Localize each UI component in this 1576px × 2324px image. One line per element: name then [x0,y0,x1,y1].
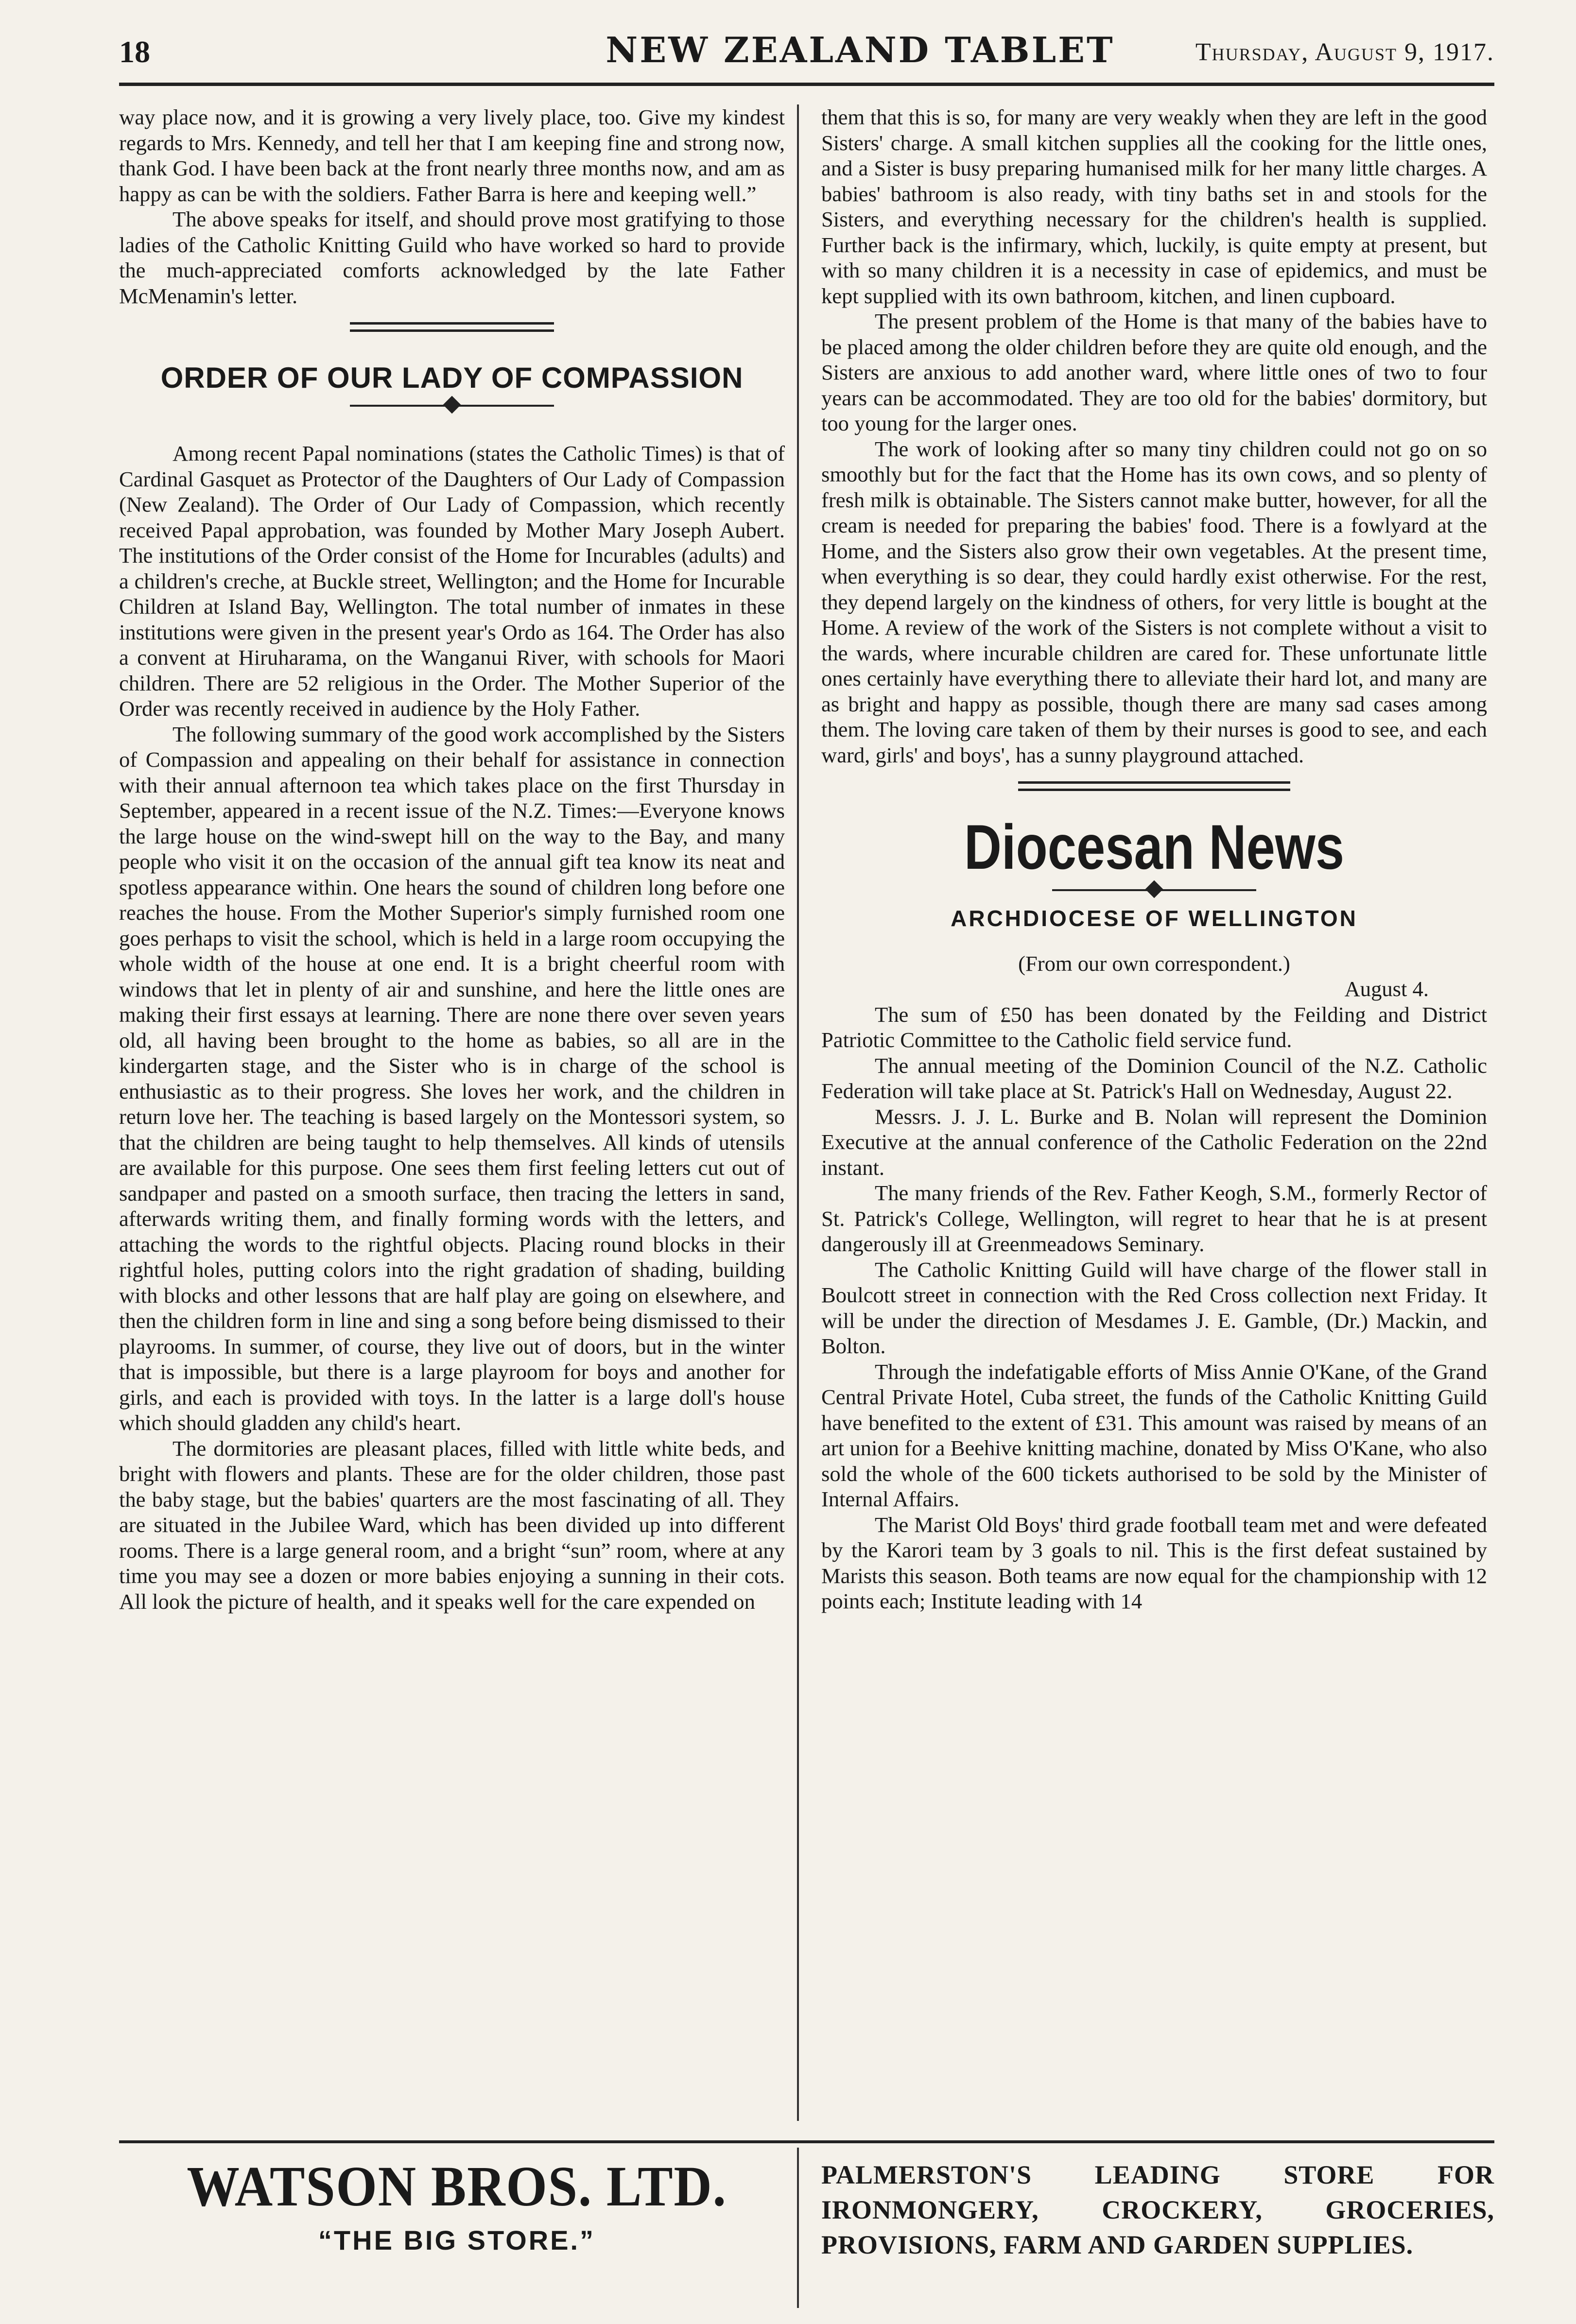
advertisement-watson [119,2152,795,2256]
letter-commentary: The above speaks for itself, and should prove most gratifying to those ladies of the Catholic Knitting Guild who have worked so hard to provide the much-appreciated comforts acknowledged by the late Father McMenamin's letter. [119,207,785,308]
advertiser-slogan: “THE BIG STORE.” [318,2225,596,2255]
order-section-title: ORDER OF OUR LADY OF COMPASSION [160,362,744,394]
correspondent-byline: (From our own correspondent.) [1018,951,1290,976]
column-divider [797,104,799,2121]
ornament-rule [1052,889,1256,891]
news-item: Messrs. J. J. L. Burke and B. Nolan will represent the Dominion Executive at the annual conference of the Catholic Federation on the 22nd instant. [821,1104,1487,1180]
order-continuation: The present problem of the Home is that many of the babies have to be placed among the older children before they are quite old enough, and the Sisters are anxious to add another ward, where little ones of two to four years can be accommodated. They are too old for the babies' dormitory, but too young for the larger ones. [821,309,1487,435]
left-column [119,104,785,1614]
letter-continuation: way place now, and it is growing a very lively place, too. Give my kindest regards to Mrs. Kennedy, and tell her that I am keeping fine and strong now, thank God. I have been back at the front nearly three months now, and am as happy as can be with the soldiers. Father Barra is here and keeping well.” [119,105,785,206]
page-header [119,29,1494,86]
diocesan-news-title: Diocesan News [964,811,1345,882]
footer-divider [797,2148,799,2308]
right-column [821,104,1487,1614]
news-item: The Catholic Knitting Guild will have charge of the flower stall in Boulcott street in connection with the Red Cross collection next Friday. It will be under the direction of Mesdames J. E. Gamble, (Dr.) Mackin, and Bolton. [821,1257,1487,1358]
ornament-rule [350,405,554,407]
order-continuation: them that this is so, for many are very weakly when they are left in the good Sisters' charge. A small kitchen supplies all the cooking for the little ones, and a Sister is busy preparing humanised milk for her many little charges. A babies' bathroom is also ready, with tiny baths set in and stools for the Sisters, and everything necessary for the children's health is supplied. Further back is the infirmary, which, luckily, is quite empty at present, but with so many children it is a necessity in case of epidemics, and must be kept supplied with its own bathroom, kitchen, and linen cupboard. [821,105,1487,308]
footer-rule [119,2140,1494,2143]
section-double-rule [1018,781,1290,791]
news-item: The many friends of the Rev. Father Keogh, S.M., formerly Rector of St. Patrick's College, Wellington, will regret to hear that he is at present dangerously ill at Greenmeadows Seminary. [821,1181,1487,1256]
archdiocese-heading: ARCHDIOCESE OF WELLINGTON [951,906,1358,931]
advertisement-palmerston: PALMERSTON'S LEADING STORE FOR IRONMONGERY, CROCKERY, GROCERIES, PROVISIONS, FARM AND GARDEN SUPPLIES. [821,2160,1494,2259]
news-item: The annual meeting of the Dominion Council of the N.Z. Catholic Federation will take place at St. Patrick's Hall on Wednesday, August 22. [821,1053,1487,1103]
issue-date: Thursday, August 9, 1917. [1195,38,1494,66]
order-continuation: The work of looking after so many tiny children could not go on so smoothly but for the fact that the Home has its own cows, and so plenty of fresh milk is obtainable. The Sisters cannot make butter, however, for all the cream is needed for preparing the babies' food. There is a fowlyard at the Home, and the Sisters also grow their own vegetables. At the present time, when everything is so dear, they could hardly exist otherwise. For the rest, they depend largely on the kindness of others, for very little is bought at the Home. A review of the work of the Sisters is not complete without a visit to the wards, where incurable children are cared for. These unfortunate little ones certainly have everything there to alleviate their hard lot, and many are as bright and happy as possible, though there are many sad cases among them. The loving care taken of them by their nurses is good to see, and each ward, girls' and boys', has a sunny playground attached. [821,436,1487,767]
news-item: Through the indefatigable efforts of Miss Annie O'Kane, of the Grand Central Private Hotel, Cuba street, the funds of the Catholic Knitting Guild have benefited to the extent of £31. This amount was raised by means of an art union for a Beehive knitting machine, donated by Miss O'Kane, who also sold the whole of the 600 tickets authorised to be sold by the Minister of Internal Affairs. [821,1359,1487,1511]
order-paragraph: The following summary of the good work accomplished by the Sisters of Compassion and appealing on their behalf for assistance in connection with their annual afternoon tea which takes place on the first Thursday in September, appeared in a recent issue of the N.Z. Times:—Everyone knows the large house on the wind-swept hill on the way to the Bay, and many people who visit it on the occasion of the annual gift tea know its neat and spotless appearance within. One hears the sound of children long before one reaches the house. From the Mother Superior's simply furnished room one goes perhaps to visit the school, which is held in a large room occupying the whole width of the house at one end. It is a bright cheerful room with windows that let in plenty of air and sunshine, and here the little ones are making their first essays at learning. There are none there over seven years old, all having been brought to the home as babies, so all are in the kindergarten stage, and the Sister who is in charge of the school is enthusiastic as to their progress. She loves her work, and the children in return love her. The teaching is based largely on the Montessori system, so that the children are being taught to help themselves. All kinds of utensils are available for this purpose. One sees them first feeling letters cut out of sandpaper and pasted on a smooth surface, then tracing the letters in sand, afterwards writing them, and finally forming words with the letters, and attaching the words to the rightful objects. Placing round blocks in their rightful holes, putting colors into the right gradation of shading, building with blocks and other lessons that are half play are going on elsewhere, and then the children form in line and sing a song before being dismissed to their playrooms. In summer, of course, they live out of doors, but in the winter that is impossible, but there is a large playroom for boys and another for girls, and each is provided with toys. In the latter is a large doll's house which should gladden any child's heart. [119,722,785,1435]
news-dateline: August 4. [1344,977,1429,1001]
page-number: 18 [119,34,150,69]
section-double-rule [350,322,554,332]
advertiser-name: WATSON BROS. LTD. [187,2154,727,2218]
news-item: The Marist Old Boys' third grade football team met and were defeated by the Karori team by 3 goals to nil. This is the first defeat sustained by Marists this season. Both teams are now equal for the championship with 12 points each; Institute leading with 14 [821,1512,1487,1613]
order-paragraph: The dormitories are pleasant places, filled with little white beds, and bright with flowers and plants. These are for the older children, those past the baby stage, but the babies' quarters are the most fascinating of all. They are situated in the Jubilee Ward, which has been divided up into different rooms. There is a large general room, and a bright “sun” room, where at any time you may see a dozen or more babies enjoying a sunning in their cots. All look the picture of health, and it speaks well for the care expended on [119,1436,785,1614]
order-paragraph: Among recent Papal nominations (states the Catholic Times) is that of Cardinal Gasquet as Protector of the Daughters of Our Lady of Compassion (New Zealand). The Order of Our Lady of Compassion, which recently received Papal approbation, was founded by Mother Mary Joseph Aubert. The institutions of the Order consist of the Home for Incurables (adults) and a children's creche, at Buckle street, Wellington; and the Home for Incurable Children at Island Bay, Wellington. The total number of inmates in these institutions were given in the present year's Ordo as 164. The Order has also a convent at Hiruharama, on the Wanganui River, with schools for Maori children. There are 52 religious in the Order. The Mother Superior of the Order was recently received in audience by the Holy Father. [119,441,785,721]
masthead-title: NEW ZEALAND TABLET [606,29,1115,70]
news-item: The sum of £50 has been donated by the Feilding and District Patriotic Committee to the Catholic field service fund. [821,1002,1487,1052]
